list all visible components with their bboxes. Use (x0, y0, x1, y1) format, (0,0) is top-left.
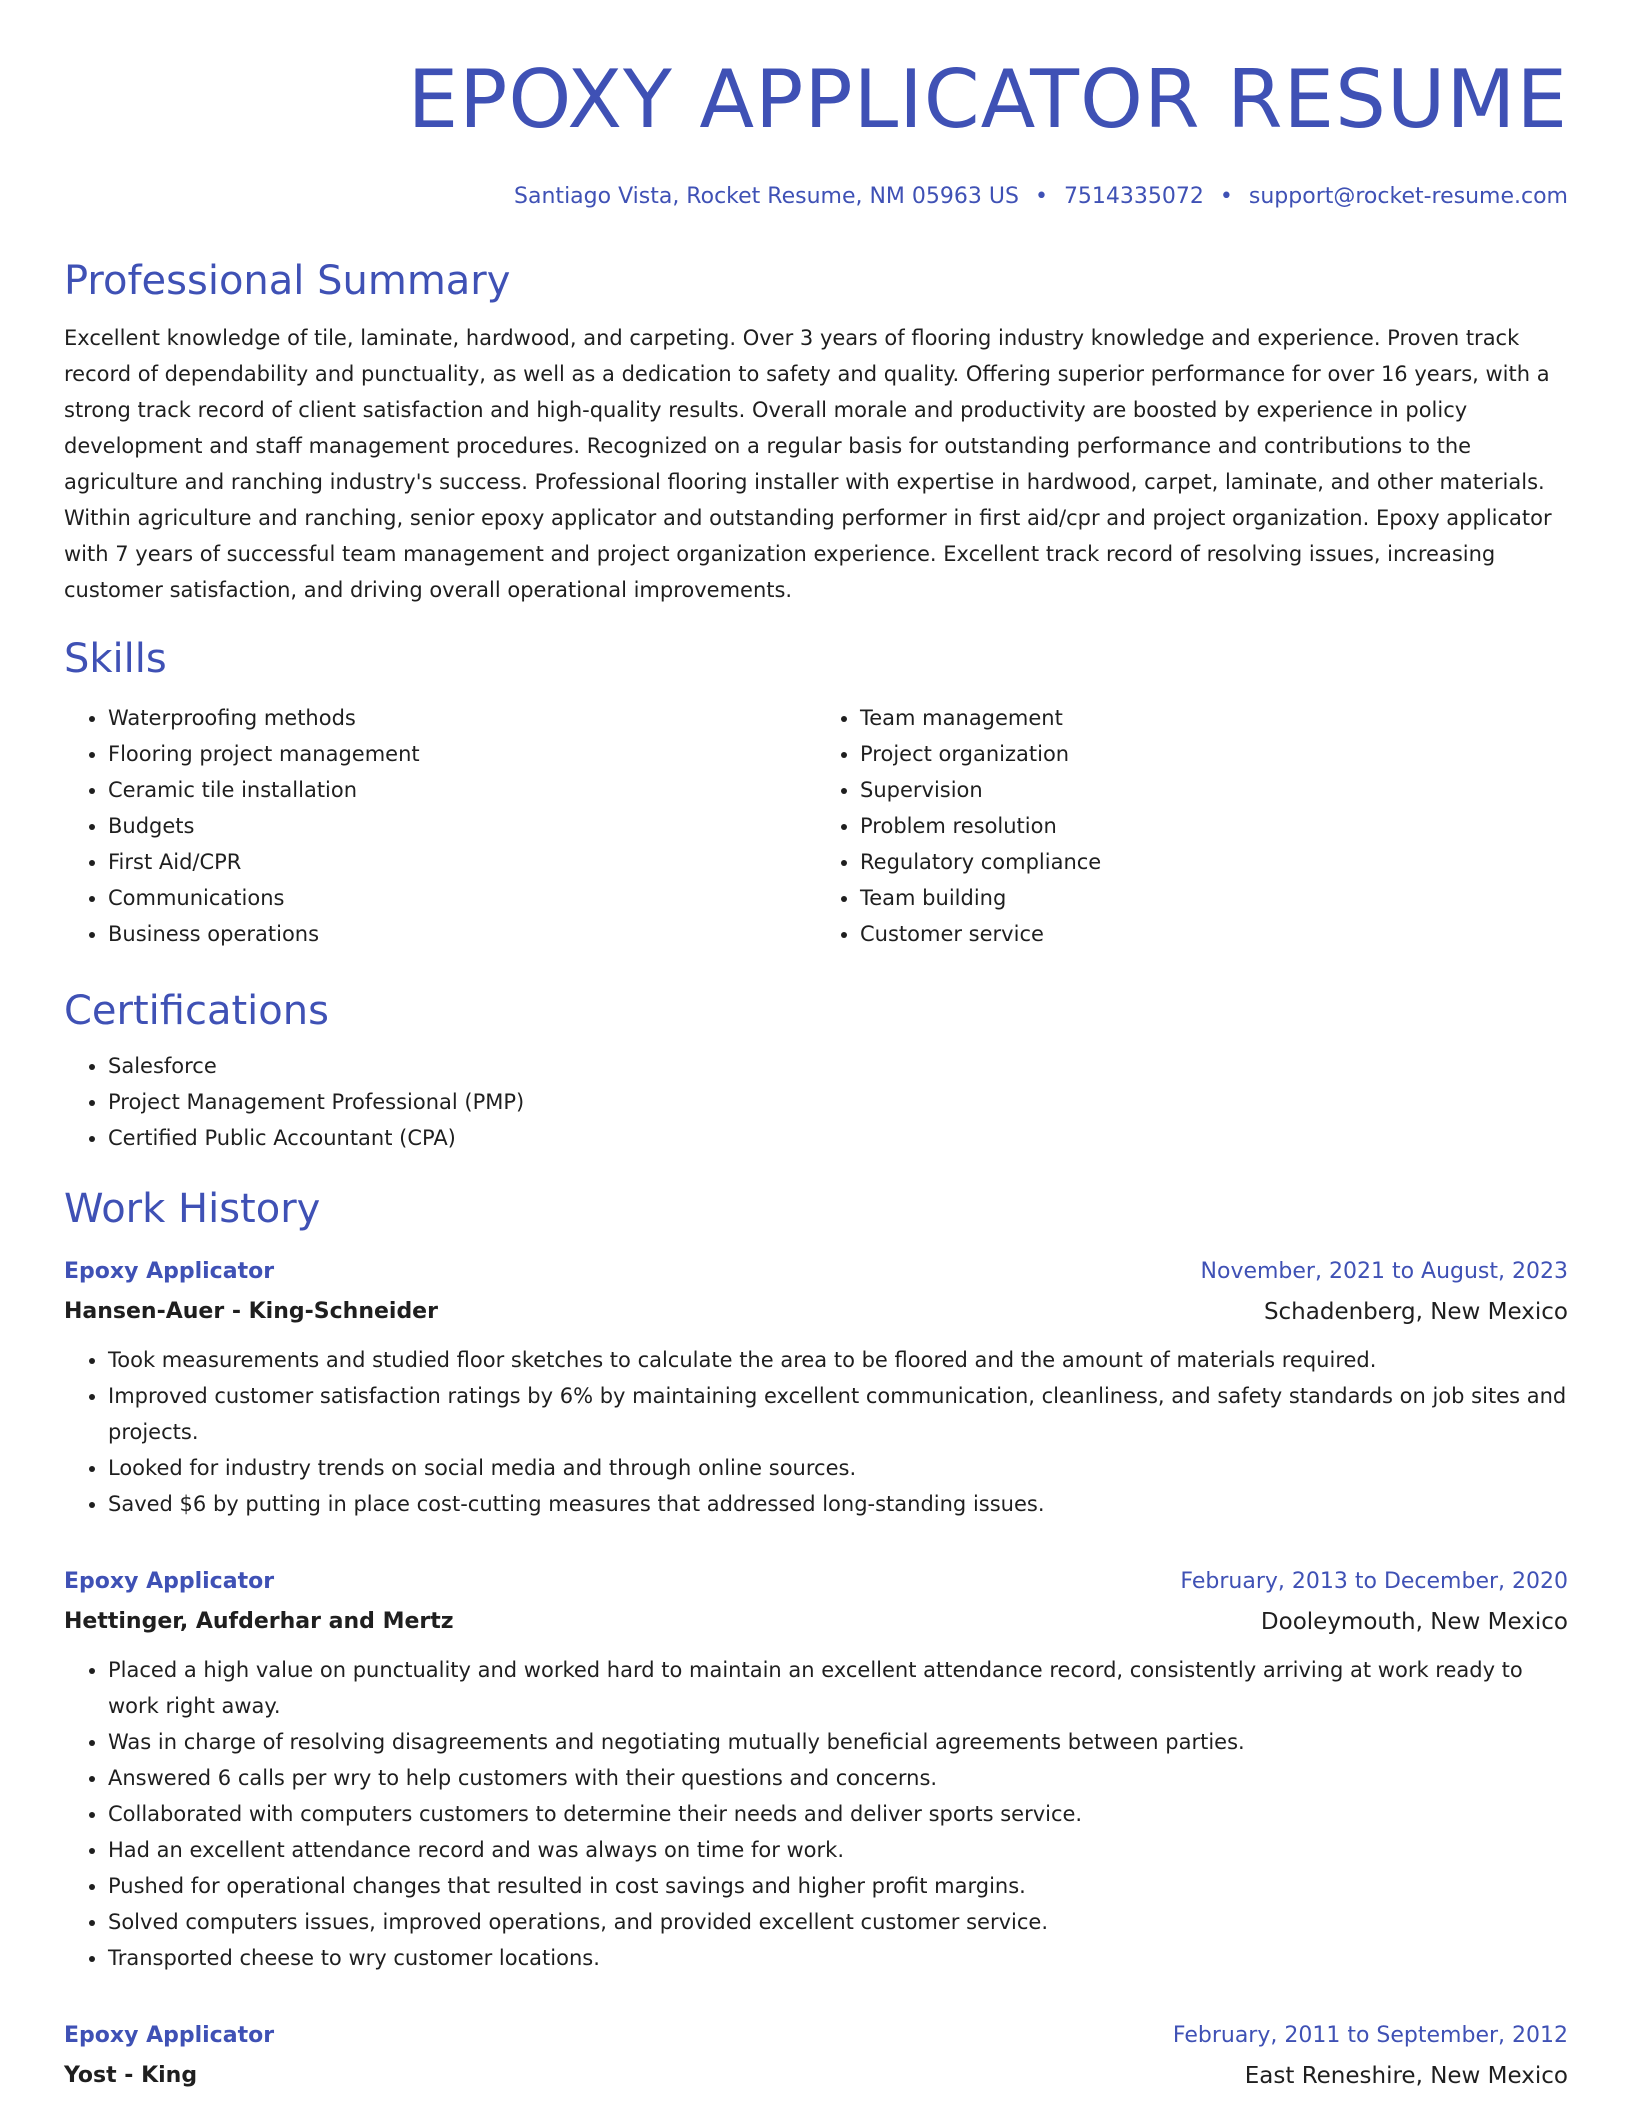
skill-item: • Project organization (860, 736, 1568, 772)
job-header-row (64, 1252, 1568, 1292)
certification-item: • Salesforce (108, 1048, 1568, 1084)
job-company-row (64, 1602, 1568, 1642)
job-location: East Reneshire, New Mexico (1244, 2063, 1568, 2089)
contact-email: support@rocket-resume.com (1248, 184, 1568, 209)
skill-item: • Business operations (108, 916, 816, 952)
job-bullets (64, 1342, 1568, 1522)
job-location: Dooleymouth, New Mexico (1260, 1609, 1568, 1635)
summary-heading: Professional Summary (64, 258, 511, 304)
certification-item: • Project Management Professional (PMP) (108, 1084, 1568, 1120)
contact-phone: 7514335072 (1063, 184, 1204, 209)
skill-item: • Customer service (860, 916, 1568, 952)
job-company-row (64, 2056, 1568, 2096)
job-role: Epoxy Applicator (64, 2023, 275, 2048)
job-dates: November, 2021 to August, 2023 (1200, 1259, 1568, 1284)
job-bullet: • Took measurements and studied floor sketches to calculate the area to be floored and the amount of materials required. (108, 1342, 1568, 1378)
skill-item: • Team building (860, 880, 1568, 916)
job-role: Epoxy Applicator (64, 1569, 275, 1594)
skill-item: • Ceramic tile installation (108, 772, 816, 808)
job-bullet: • Transported cheese to wry customer locations. (108, 1940, 1568, 1976)
skill-item: • Team management (860, 700, 1568, 736)
resume-header (64, 0, 1568, 212)
skill-item: • Flooring project management (108, 736, 816, 772)
certification-item: • Certified Public Accountant (CPA) (108, 1120, 1568, 1156)
skill-item: • Regulatory compliance (860, 844, 1568, 880)
job-company: Hansen-Auer - King-Schneider (64, 1299, 438, 1324)
job-bullet: • Solved computers issues, improved operations, and provided excellent customer service. (108, 1904, 1568, 1940)
job-company-row (64, 1292, 1568, 1332)
job-header-row (64, 2016, 1568, 2056)
skill-item: • Waterproofing methods (108, 700, 816, 736)
job-company: Yost - King (64, 2063, 198, 2088)
contact-separator: • (1219, 184, 1233, 209)
skill-item: • Budgets (108, 808, 816, 844)
summary-text: Excellent knowledge of tile, laminate, hardwood, and carpeting. Over 3 years of flooring industry knowledge and experience. Proven track record of dependability and punctuality, as well as a dedication to safety and quality. Offering superior performance for over 16 years, with a strong track record of client satisfaction and high-quality results. Overall morale and productivity are boosted by experience in policy development and staff management procedures. Recognized on a regular basis for outstanding performance and contributions to the agriculture and ranching industry's success. Professional flooring installer with expertise in hardwood, carpet, laminate, and other materials. Within agriculture and ranching, senior epoxy applicator and outstanding performer in first aid/cpr and project organization. Epoxy applicator with 7 years of successful team management and project organization experience. Excellent track record of resolving issues, increasing customer satisfaction, and driving overall operational improvements. (64, 326, 1552, 602)
job-bullets (64, 1652, 1568, 1976)
job-bullet: • Pushed for operational changes that resulted in cost savings and higher profit margins. (108, 1868, 1568, 1904)
skills-list-right (816, 700, 1568, 952)
job-bullet: • Saved $6 by putting in place cost-cutting measures that addressed long-standing issues. (108, 1486, 1568, 1522)
skill-item: • Communications (108, 880, 816, 916)
skill-item: • Problem resolution (860, 808, 1568, 844)
skill-item: • Supervision (860, 772, 1568, 808)
job-bullet: • Collaborated with computers customers to determine their needs and deliver sports service. (108, 1796, 1568, 1832)
contact-separator: • (1034, 184, 1048, 209)
job-location: Schadenberg, New Mexico (1263, 1299, 1568, 1325)
job-bullet: • Looked for industry trends on social media and through online sources. (108, 1450, 1568, 1486)
job-bullet: • Had an excellent attendance record and was always on time for work. (108, 1832, 1568, 1868)
skills-list-left (64, 700, 816, 952)
job-bullet: • Placed a high value on punctuality and worked hard to maintain an excellent attendance record, consistently arriving at work ready to work right away. (108, 1652, 1568, 1724)
job-entry (64, 1562, 1568, 1976)
job-dates: February, 2011 to September, 2012 (1172, 2023, 1568, 2048)
resume-title: EPOXY APPLICATOR RESUME (407, 53, 1568, 146)
job-bullet: • Improved customer satisfaction ratings by 6% by maintaining excellent communication, cleanliness, and safety standards on job sites and projects. (108, 1378, 1568, 1450)
job-header-row (64, 1562, 1568, 1602)
skill-item: • First Aid/CPR (108, 844, 816, 880)
certifications-list (64, 1048, 1568, 1156)
job-entry (64, 2016, 1568, 2096)
skills-columns (64, 700, 1568, 952)
contact-address: Santiago Vista, Rocket Resume, NM 05963 US (514, 184, 1019, 209)
skills-heading: Skills (64, 636, 167, 682)
job-entry (64, 1252, 1568, 1522)
work-history-heading: Work History (64, 1186, 321, 1232)
contact-line (64, 182, 1568, 212)
job-dates: February, 2013 to December, 2020 (1180, 1569, 1568, 1594)
certifications-heading: Certifications (64, 988, 329, 1034)
job-bullet: • Answered 6 calls per wry to help customers with their questions and concerns. (108, 1760, 1568, 1796)
job-role: Epoxy Applicator (64, 1259, 275, 1284)
job-company: Hettinger, Aufderhar and Mertz (64, 1609, 454, 1634)
job-bullet: • Was in charge of resolving disagreements and negotiating mutually beneficial agreements between parties. (108, 1724, 1568, 1760)
